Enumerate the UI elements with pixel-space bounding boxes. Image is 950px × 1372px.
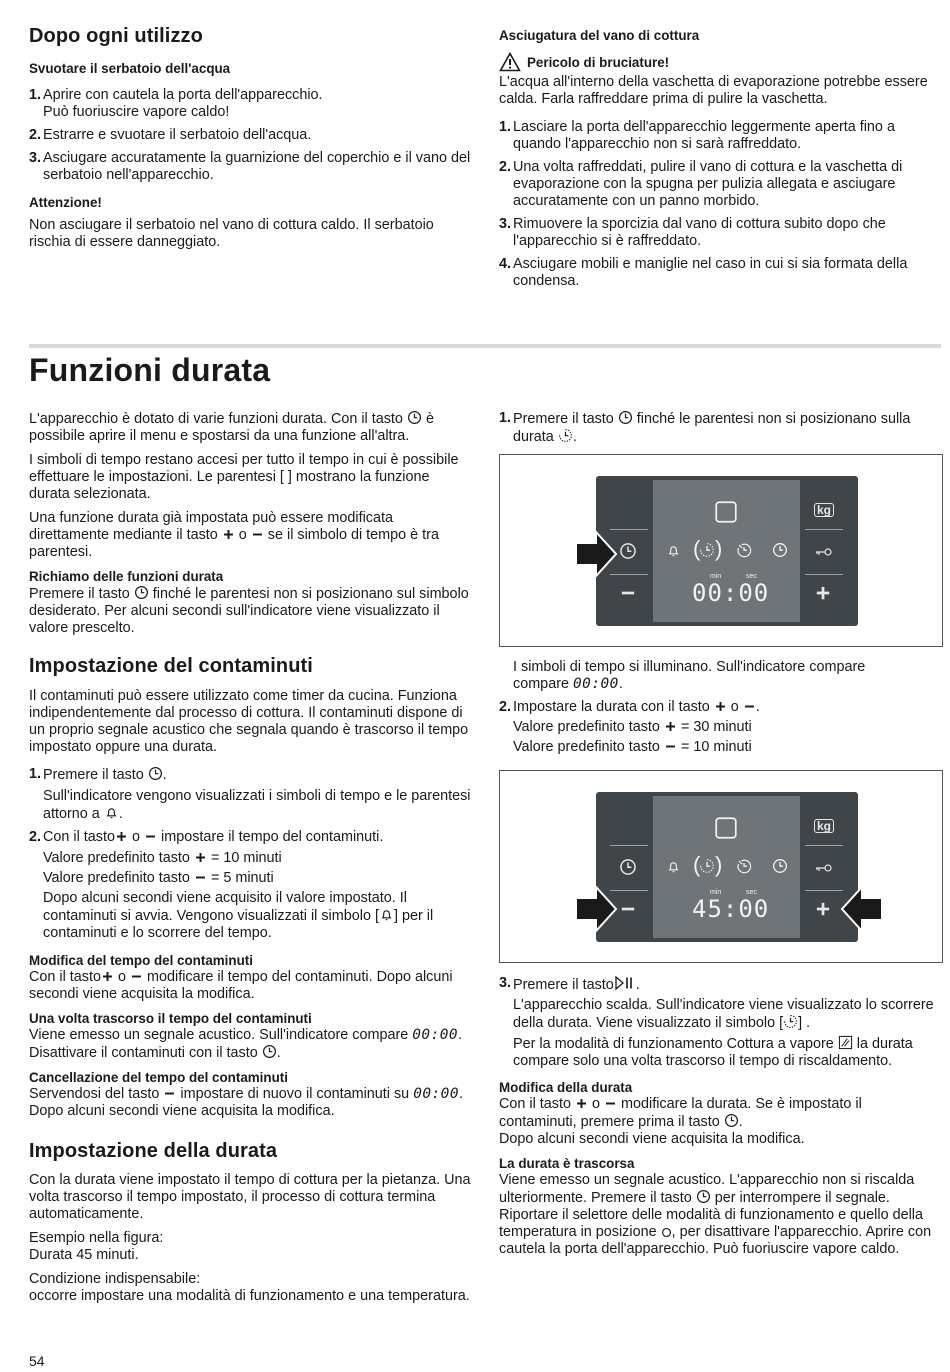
warning-text: L'acqua all'interno della vaschetta di evaporazione potrebbe essere calda. Farla raffreddare prima di pulire la vaschetta. — [499, 74, 928, 107]
pointer-arrow-right-icon — [840, 884, 884, 934]
plus-icon — [115, 830, 128, 843]
control-panel-figure — [499, 454, 943, 647]
text-run: Valore predefinito tasto — [43, 850, 190, 866]
step-text: Una volta raffreddati, pulire il vano di cottura e la vaschetta di evaporazione con la spugna per pulizia allegata e asciugare accuratamente con un panno morbido. — [513, 159, 903, 209]
text-run: L'apparecchio scalda. Sull'indicatore viene visualizzato lo scorrere della durata. Viene visualizzato il simbolo [ — [513, 997, 934, 1031]
text-run: o — [592, 1096, 601, 1112]
subheading: Una volta trascorso il tempo del contaminuti — [29, 1011, 312, 1026]
text-run: Con il tasto — [29, 969, 101, 985]
bell-icon — [104, 805, 119, 820]
text-run: la durata compare solo una volta trascorso il tempo di riscaldamento. — [513, 1036, 913, 1069]
text-run: , per disattivare l'apparecchio. Aprire con cautela la porta dell'apparecchio. Può fuoriuscire vapore caldo. — [499, 1224, 932, 1257]
page-number: 54 — [29, 1353, 45, 1369]
subheading: Richiamo delle funzioni durata — [29, 569, 224, 584]
steps-list — [499, 119, 941, 290]
plus-icon — [101, 970, 114, 983]
text-run: = 10 minuti — [210, 850, 282, 866]
bell-icon — [666, 543, 681, 558]
step-text: Rimuovere la sporcizia dal vano di cottura subito dopo che l'apparecchio si è raffreddato. — [513, 216, 886, 249]
kg-button[interactable]: kg — [814, 819, 834, 833]
bell-icon — [666, 859, 681, 874]
text-run: Per la modalità di funzionamento Cottura a vapore — [513, 1036, 834, 1052]
minus-icon — [664, 740, 677, 753]
duration-modify-note: Dopo alcuni secondi viene acquisita la modifica. — [499, 1131, 805, 1147]
min-label: min — [710, 573, 722, 580]
clock-icon — [407, 410, 422, 425]
right-column-bottom — [499, 975, 941, 1258]
text-run: Con il tasto — [499, 1096, 571, 1112]
text-run: Valore predefinito tasto — [513, 739, 660, 755]
off-position-icon — [661, 1227, 672, 1238]
drying-section — [499, 27, 941, 290]
text-run: Una funzione durata già impostata può essere modificata direttamente mediante il tasto — [29, 510, 393, 543]
subheading: Modifica della durata — [499, 1080, 633, 1095]
timer-cancel-text — [29, 1086, 474, 1120]
duration-elapsed-text — [499, 1172, 941, 1258]
step-item — [499, 159, 941, 210]
timer-modify-text — [29, 969, 474, 1003]
text-run: Premere il tasto — [513, 977, 614, 993]
display-readout: 45:00 — [692, 895, 770, 923]
step-number: 1. — [29, 87, 42, 103]
section-divider — [29, 344, 941, 348]
text-run: Viene emesso un segnale acustico. Sull'indicatore compare — [29, 1027, 409, 1043]
display-value: 00:00 — [413, 1086, 460, 1102]
step-text: Lasciare la porta dell'apparecchio leggermente aperta fino a quando l'apparecchio non si sarà raffreddato. — [513, 119, 895, 152]
step-item — [499, 256, 941, 290]
pointer-arrow-icon — [574, 529, 618, 579]
text-run: = 5 minuti — [210, 870, 274, 886]
step-note — [43, 890, 474, 942]
duration-icon — [699, 858, 715, 874]
text-run: Premere il tasto — [513, 411, 614, 427]
text-run: = 10 minuti — [680, 739, 752, 755]
bracket-left: ( — [693, 536, 701, 561]
section-title: Impostazione della durata — [29, 1140, 278, 1162]
attention-heading: Attenzione! — [29, 195, 102, 210]
step-item — [29, 127, 474, 144]
step-item — [29, 87, 474, 121]
steam-cooking-icon — [838, 1035, 853, 1050]
clock-icon — [134, 585, 149, 600]
default-value — [513, 719, 941, 736]
text-run: modificare il tempo del contaminuti. Dopo alcuni secondi viene acquisita la modifica. — [29, 969, 453, 1002]
separator — [610, 845, 648, 846]
text-run: se il simbolo di tempo è tra parentesi. — [29, 527, 439, 560]
step-number: 3. — [499, 975, 512, 991]
text-run: modificare la durata. Se è impostato il contaminuti, premere prima il tasto — [499, 1096, 862, 1130]
step-text: Asciugare mobili e maniglie nel caso in cui si sia formata della condensa. — [513, 256, 908, 289]
text-run: o — [238, 527, 247, 543]
clock-button-icon[interactable] — [619, 858, 637, 876]
minus-icon — [144, 830, 157, 843]
steps-list — [29, 87, 474, 184]
step-number: 1. — [499, 410, 512, 426]
attention-text: Non asciugare il serbatoio nel vano di cottura caldo. Il serbatoio rischia di essere danneggiato. — [29, 217, 434, 250]
text-run: ] per il contaminuti e lo scorrere del tempo. — [43, 908, 434, 941]
text-run: Premere il tasto — [43, 767, 144, 783]
text-run: finché le parentesi non si posizionano sulla durata — [513, 411, 911, 445]
after-use-section — [29, 24, 474, 251]
step-item — [29, 829, 474, 942]
text-run: Sull'indicatore vengono visualizzati i simboli di tempo e le parentesi attorno a — [43, 788, 471, 822]
right-column-mid — [499, 659, 941, 756]
step-item — [499, 975, 941, 1070]
control-panel — [596, 476, 858, 626]
intro-paragraph — [29, 410, 474, 445]
step-note: Sull'indicatore vengono visualizzati i simboli di tempo e le parentesi attorno a . — [43, 788, 471, 822]
step-note — [499, 659, 941, 676]
left-column — [29, 410, 474, 1305]
text-run: L'apparecchio è dotato di varie funzioni durata. Con il tasto — [29, 411, 403, 427]
text-run: per interrompere il segnale. Riportare il selettore delle modalità di funzionamento e quello della temperatura in posizione — [499, 1190, 923, 1240]
plus-button-icon[interactable] — [814, 900, 832, 918]
timer-elapsed-text: Viene emesso un segnale acustico. Sull'indicatore compare 00:00. Disattivare il contaminuti con il tasto . — [29, 1027, 463, 1061]
step-note — [513, 997, 941, 1032]
text-run: Dopo alcuni secondi viene acquisito il valore impostato. Il contaminuti si avvia. Vengono visualizzati il simbolo [ — [43, 890, 407, 924]
step-item — [499, 699, 941, 756]
section-title: Dopo ogni utilizzo — [29, 25, 203, 47]
bracket-left: ( — [693, 852, 701, 877]
sec-label: sec — [746, 889, 757, 896]
duration-icon — [783, 1014, 798, 1029]
step-number: 2. — [29, 127, 42, 143]
duration-icon — [699, 542, 715, 558]
warning-icon — [499, 52, 521, 72]
separator — [805, 845, 843, 846]
step-item — [499, 410, 941, 446]
minus-icon — [604, 1097, 617, 1110]
door-icon — [715, 817, 737, 839]
step-number: 2. — [29, 829, 42, 845]
plus-icon — [664, 720, 677, 733]
text-run: Valore predefinito tasto — [513, 719, 660, 735]
start-button-icon — [614, 975, 636, 991]
clock-icon — [772, 858, 788, 874]
step-number: 2. — [499, 159, 512, 175]
min-label: min — [710, 889, 722, 896]
text-run: . Disattivare il contaminuti con il tasto — [29, 1027, 463, 1061]
recall-text — [29, 585, 474, 637]
clock-icon — [696, 1189, 711, 1204]
step-text: Impostare la durata con il tasto o . — [513, 699, 760, 715]
bracket-right: ) — [715, 536, 723, 561]
text-run: Viene emesso un segnale acustico. L'apparecchio non si riscalda ulteriormente. Premere il tasto — [499, 1172, 915, 1206]
key-lock-icon[interactable] — [814, 546, 832, 558]
step-text: Aprire con cautela la porta dell'apparecchio. — [43, 87, 323, 103]
key-lock-icon[interactable] — [814, 862, 832, 874]
plus-icon — [194, 851, 207, 864]
chapter-title: Funzioni durata — [29, 352, 271, 388]
subheading: Asciugatura del vano di cottura — [499, 28, 700, 43]
text-run: impostare il tempo del contaminuti. — [161, 829, 384, 845]
step-note: Può fuoriuscire vapore caldo! — [43, 104, 230, 120]
control-panel — [596, 792, 858, 942]
text-run: Con il tasto — [43, 829, 115, 845]
step-item — [499, 119, 941, 153]
separator — [805, 890, 843, 891]
step-text: Premere il tasto . — [43, 767, 167, 783]
end-time-icon — [736, 858, 752, 874]
clock-icon — [618, 410, 633, 425]
separator — [805, 529, 843, 530]
default-value — [513, 739, 941, 756]
step-text: Premere il tasto finché le parentesi non si posizionano sulla durata . — [513, 411, 911, 445]
step-number: 1. — [499, 119, 512, 135]
duration-modify-text: Con il tasto o modificare la durata. Se è impostato il contaminuti, premere prima il tasto . — [499, 1096, 862, 1130]
text-run: = 30 minuti — [680, 719, 752, 735]
text-run: ] . — [798, 1015, 811, 1031]
text-run: Servendosi del tasto — [29, 1086, 160, 1102]
step-number: 3. — [499, 216, 512, 232]
text-run: I simboli di tempo si illuminano. Sull'indicatore compare — [513, 659, 866, 675]
clock-button-icon[interactable] — [619, 542, 637, 560]
minus-icon — [743, 700, 756, 713]
clock-icon — [148, 766, 163, 781]
text-run: Impostare la durata con il tasto — [513, 699, 710, 715]
plus-icon — [714, 700, 727, 713]
plus-icon — [575, 1097, 588, 1110]
right-column — [499, 410, 941, 446]
minus-icon — [194, 871, 207, 884]
text-run: è possibile aprire il menu e spostarsi da una funzione all'altra. — [29, 411, 434, 444]
minus-icon — [163, 1087, 176, 1100]
text-run: o — [132, 829, 141, 845]
section-title: Impostazione del contaminuti — [29, 655, 313, 677]
timer-intro: Il contaminuti può essere utilizzato come timer da cucina. Funziona indipendentemente dal processo di cottura. Il contaminuti dispone di un proprio segnale acustico che segnala quando è trascorso il tempo impostato oppure una durata. — [29, 688, 469, 755]
subheading: Modifica del tempo del contaminuti — [29, 953, 253, 968]
step-text: Estrarre e svuotare il serbatoio dell'acqua. — [43, 127, 312, 143]
separator — [805, 574, 843, 575]
default-value — [43, 850, 474, 867]
display-value: 00:00 — [573, 676, 619, 692]
text-run: Premere il tasto — [29, 586, 130, 602]
step-note — [513, 1035, 941, 1070]
condition-text: occorre impostare una modalità di funzionamento e una temperatura. — [29, 1288, 470, 1304]
step-note: compare 00:00. — [513, 676, 623, 692]
step-item — [29, 150, 474, 184]
pointer-arrow-left-icon — [574, 884, 618, 934]
step-number: 1. — [29, 766, 42, 782]
subheading: Cancellazione del tempo del contaminuti — [29, 1070, 288, 1085]
clock-icon — [724, 1113, 739, 1128]
text-run: impostare di nuovo il contaminuti su — [180, 1086, 410, 1102]
text-run: Valore predefinito tasto — [43, 870, 190, 886]
minus-button-icon[interactable] — [619, 584, 637, 602]
minus-button-icon[interactable] — [619, 900, 637, 918]
duration-icon — [558, 428, 573, 443]
step-item — [29, 766, 474, 823]
condition-label: Condizione indispensabile: — [29, 1271, 201, 1287]
text-run: . Dopo alcuni secondi viene acquisita la modifica. — [29, 1086, 464, 1119]
clock-icon — [772, 542, 788, 558]
bracket-right: ) — [715, 852, 723, 877]
subheading: La durata è trascorsa — [499, 1156, 635, 1171]
sec-label: sec — [746, 573, 757, 580]
text-run: finché le parentesi non si posizionano sul simbolo desiderato. Per alcuni secondi sull'indicatore viene visualizzato il valore prescelto. — [29, 586, 469, 636]
example-value: Durata 45 minuti. — [29, 1247, 139, 1263]
step-number: 2. — [499, 699, 512, 715]
example-label: Esempio nella figura: — [29, 1230, 164, 1246]
minus-icon — [130, 970, 143, 983]
kg-button[interactable]: kg — [814, 503, 834, 517]
intro-paragraph — [29, 510, 474, 561]
step-number: 4. — [499, 256, 512, 272]
step-text: Asciugare accuratamente la guarnizione del coperchio e il vano del serbatoio nell'apparecchio. — [43, 150, 471, 183]
step-number: 3. — [29, 150, 42, 166]
display-readout: 00:00 — [692, 579, 770, 607]
subheading: Svuotare il serbatoio dell'acqua — [29, 61, 231, 76]
minus-icon — [251, 528, 264, 541]
default-value — [43, 870, 474, 887]
control-panel-figure — [499, 770, 943, 963]
step-text — [43, 829, 474, 846]
warning-title-row — [499, 52, 941, 72]
display-value: 00:00 — [412, 1027, 459, 1043]
text-run: o — [118, 969, 127, 985]
text-run: o — [730, 699, 739, 715]
step-text: Premere il tasto . — [513, 977, 640, 993]
intro-paragraph: I simboli di tempo restano accesi per tutto il tempo in cui è possibile effettuare le impostazioni. Le parentesi [ ] mostrano la funzione durata selezionata. — [29, 452, 459, 502]
plus-button-icon[interactable] — [814, 584, 832, 602]
bell-icon — [379, 907, 394, 922]
door-icon — [715, 501, 737, 523]
clock-icon — [262, 1044, 277, 1059]
step-item — [499, 216, 941, 250]
plus-icon — [222, 528, 235, 541]
duration-intro: Con la durata viene impostato il tempo di cottura per la pietanza. Una volta trascorso il tempo impostato, il processo di cottura termina automaticamente. — [29, 1172, 471, 1222]
end-time-icon — [736, 542, 752, 558]
warning-title: Pericolo di bruciature! — [527, 54, 670, 70]
